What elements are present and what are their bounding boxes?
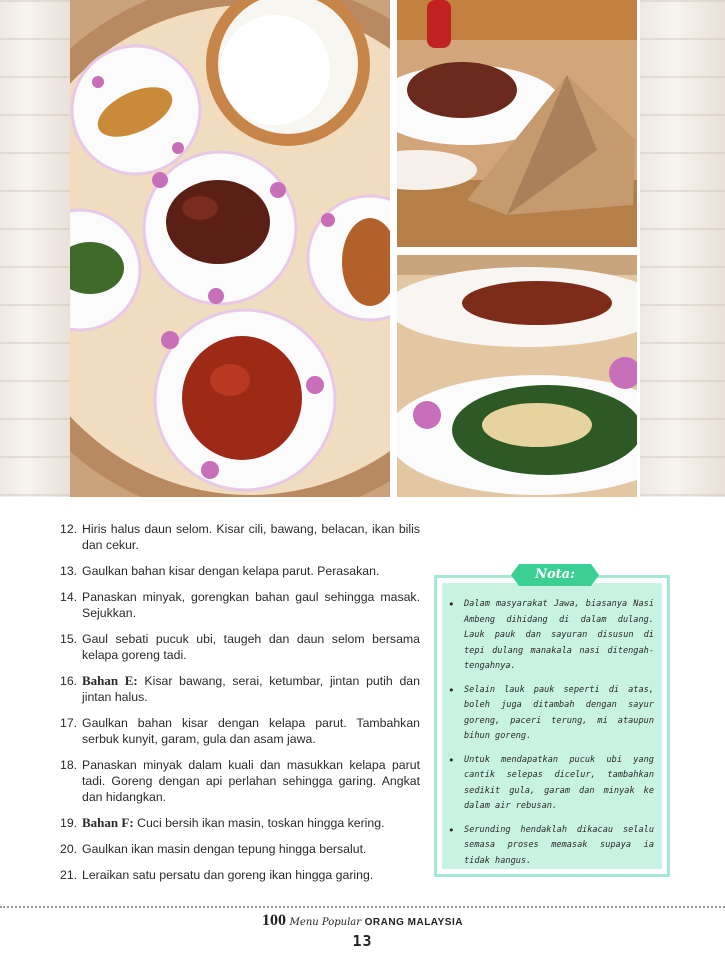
bullet-icon: • (448, 823, 455, 837)
nota-list (448, 597, 654, 877)
step-text: Gaulkan ikan masin dengan tepung hingga bersalut. (82, 842, 367, 856)
step-item (60, 589, 420, 621)
photo-nasi-ambeng-tray (70, 0, 390, 497)
step-number: 15. (60, 632, 78, 646)
bullet-icon: • (448, 598, 455, 611)
step-number: 17. (60, 716, 78, 730)
step-number: 14. (60, 590, 78, 604)
step-item (60, 673, 420, 705)
step-text: Panaskan minyak, gorengkan bahan gaul sehingga masak. Sejukkan. (82, 590, 420, 620)
step-text: Panaskan minyak dalam kuali dan masukkan kelapa parut tadi. Goreng dengan api perlahan sehingga garing. Angkat dan hidangkan. (82, 758, 420, 804)
nota-item-text: Selain lauk pauk seperti di atas, boleh juga ditambah dengan sayur goreng, paceri terung, mi ataupun bihun goreng. (464, 684, 654, 741)
bullet-icon: • (448, 683, 455, 697)
step-label: Bahan E: (82, 673, 138, 688)
step-text: Hiris halus daun selom. Kisar cili, bawang, belacan, ikan bilis dan cekur. (82, 522, 420, 552)
nota-item (448, 753, 654, 815)
step-number: 19. (60, 816, 78, 830)
step-number: 20. (60, 842, 78, 856)
step-text-body: Kisar bawang, serai, ketumbar, jintan putih dan jintan halus. (82, 674, 420, 704)
nota-item (448, 597, 654, 675)
page-footer (0, 912, 725, 950)
nota-item (448, 823, 654, 870)
step-number: 12. (60, 522, 78, 536)
nota-title: Nota: (519, 564, 591, 586)
step-item (60, 631, 420, 663)
footer-number: 100 (262, 912, 287, 929)
step-number: 21. (60, 868, 78, 882)
step-text: Gaulkan bahan kisar dengan kelapa parut. Perasakan. (82, 564, 380, 578)
photo-wrapped-rice (397, 0, 637, 247)
step-item (60, 563, 420, 579)
step-number: 18. (60, 758, 78, 772)
method-steps (60, 521, 420, 883)
bullet-icon: • (448, 753, 455, 767)
footer-title (0, 912, 725, 932)
step-text: Gaulkan bahan kisar dengan kelapa parut. Tambahkan serbuk kunyit, garam, gula dan asam jawa. (82, 716, 420, 746)
step-item (60, 841, 420, 857)
nota-item (448, 683, 654, 745)
nota-item-text: Serunding hendaklah dikacau selalu semasa proses memasak supaya ia tidak hangus. (464, 824, 654, 866)
step-item (60, 757, 420, 805)
page-number: 13 (352, 932, 373, 950)
nota-box (434, 567, 670, 877)
step-text-body: Cuci bersih ikan masin, toskan hingga kering. (133, 816, 385, 830)
footer-brand: ORANG MALAYSIA (364, 917, 463, 928)
step-item (60, 521, 420, 553)
step-text (82, 673, 420, 705)
nota-item-text: Untuk mendapatkan pucuk ubi yang cantik selepas dicelur, tambahkan sedikit gula, garam dan minyak ke dalam air rebusan. (464, 754, 654, 811)
step-label: Bahan F: (82, 815, 134, 830)
step-number: 13. (60, 564, 78, 578)
nota-panel (442, 583, 662, 869)
step-number: 16. (60, 674, 78, 688)
step-item (60, 715, 420, 747)
wood-background-right (640, 0, 725, 497)
step-item (60, 867, 420, 883)
step-text (82, 815, 420, 831)
step-item (60, 815, 420, 831)
dotted-divider (0, 906, 725, 908)
wood-background-left (0, 0, 70, 497)
step-text: Gaul sebati pucuk ubi, taugeh dan daun selom bersama kelapa goreng tadi. (82, 632, 420, 662)
photo-vegetable-salad (397, 255, 637, 497)
footer-menu-text: Menu Popular (289, 917, 362, 928)
nota-item-text: Dalam masyarakat Jawa, biasanya Nasi Ambeng dihidang di dalam dulang. Lauk pauk dan sayuran disusun di tepi dulang manakala nasi ditengah-tengahnya. (464, 599, 654, 671)
step-text: Leraikan satu persatu dan goreng ikan hingga garing. (82, 868, 374, 882)
